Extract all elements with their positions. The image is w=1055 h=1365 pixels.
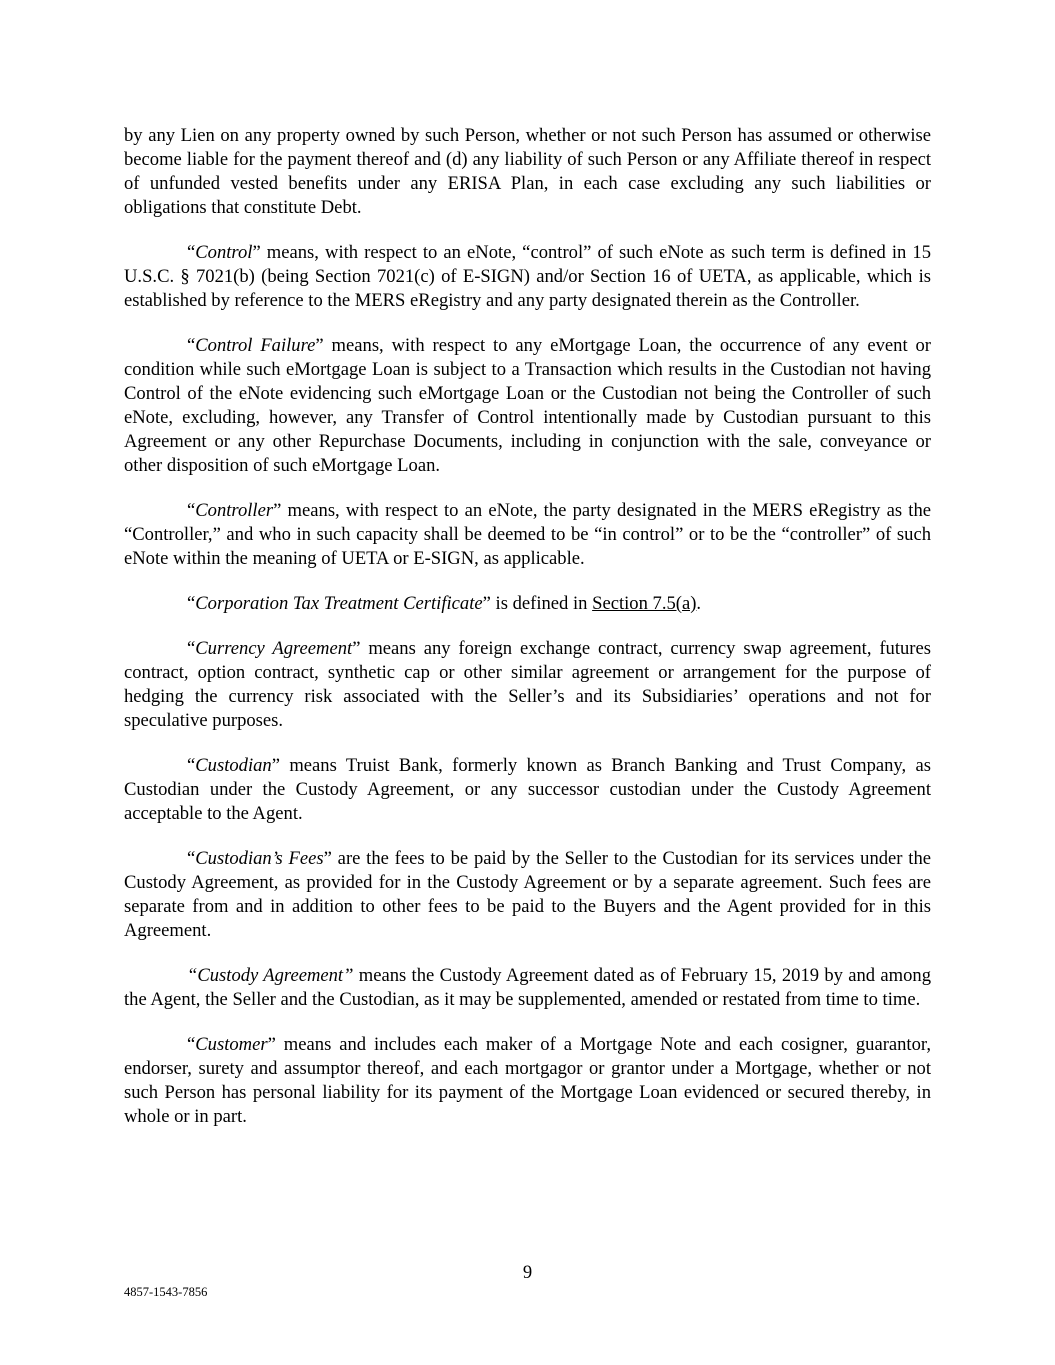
- close-quote: ”: [271, 755, 280, 776]
- definition-text: are the fees to be paid by the Seller to the Custodian for its services under the Custody Agreement, as provided for in the Custody Agreement or by a separate agreement. Such fees are separate from and in addition to other fees to be paid to the Buyers and the Agent provided for in this Agreement.: [124, 848, 931, 941]
- close-quote: ”: [323, 848, 332, 869]
- paragraph-text: by any Lien on any property owned by such Person, whether or not such Person has assumed or otherwise become liable for the payment thereof and (d) any liability of such Person or any Affiliate thereof in respect of unfunded vested benefits under any ERISA Plan, in each case excluding any such liabilities or obligations that constitute Debt.: [124, 125, 931, 218]
- open-quote: “: [187, 242, 196, 263]
- document-body: [124, 124, 931, 1150]
- definition-currency-agreement: [124, 637, 931, 733]
- open-quote: “: [187, 755, 196, 776]
- definition-customer: [124, 1033, 931, 1129]
- sentence-end: .: [696, 593, 702, 614]
- definition-text: is defined in: [490, 593, 593, 614]
- defined-term: Custodian: [195, 755, 272, 776]
- paragraph-debt-continuation: [124, 124, 931, 220]
- page-number: 9: [522, 1262, 533, 1283]
- defined-term: “Custody Agreement”: [187, 965, 354, 986]
- definition-text: means any foreign exchange contract, currency swap agreement, futures contract, option contract, synthetic cap or other similar agreement or arrangement for the purpose of hedging the currency risk associated with the Seller’s and its Subsidiaries’ operations and not for speculative purposes.: [124, 638, 931, 731]
- open-quote: “: [187, 335, 196, 356]
- defined-term: Corporation Tax Treatment Certificate: [195, 593, 483, 614]
- definition-control-failure: [124, 334, 931, 478]
- close-quote: ”: [273, 500, 282, 521]
- close-quote: ”: [267, 1034, 276, 1055]
- definition-custodian: [124, 754, 931, 826]
- document-id: 4857-1543-7856: [124, 1285, 208, 1299]
- open-quote: “: [187, 638, 196, 659]
- section-cross-reference: Section 7.5(a): [592, 593, 697, 614]
- open-quote: “: [187, 593, 196, 614]
- open-quote: “: [187, 1034, 196, 1055]
- close-quote: ”: [352, 638, 361, 659]
- definition-control: [124, 241, 931, 313]
- definition-text: means, with respect to an eNote, “control” of such eNote as such term is defined in 15 U.S.C. § 7021(b) (being Section 7021(c) of E-SIGN) and/or Section 16 of UETA, as applicable, which is established by reference to the MERS eRegistry and any party designated therein as the Controller.: [124, 242, 931, 311]
- open-quote: “: [187, 848, 196, 869]
- defined-term: Customer: [195, 1034, 268, 1055]
- defined-term: Custodian’s Fees: [195, 848, 324, 869]
- definition-custody-agreement: [124, 964, 931, 1012]
- open-quote: “: [187, 500, 196, 521]
- definition-text: means Truist Bank, formerly known as Branch Banking and Trust Company, as Custodian under the Custody Agreement, or any successor custodian under the Custody Agreement acceptable to the Agent.: [124, 755, 931, 824]
- defined-term: Controller: [195, 500, 274, 521]
- close-quote: ”: [315, 335, 324, 356]
- definition-corporation-tax-treatment-certificate: [124, 592, 931, 616]
- defined-term: Currency Agreement: [195, 638, 353, 659]
- definition-text: means and includes each maker of a Mortgage Note and each cosigner, guarantor, endorser, surety and assumptor thereof, and each mortgagor or grantor under a Mortgage, whether or not such Person has personal liability for its payment of the Mortgage Loan evidenced or secured thereby, in whole or in part.: [124, 1034, 931, 1127]
- definition-text: means the Custody Agreement dated as of February 15, 2019 by and among the Agent, the Seller and the Custodian, as it may be supplemented, amended or restated from time to time.: [124, 965, 931, 1010]
- defined-term: Control Failure: [195, 335, 316, 356]
- definition-text: means, with respect to an eNote, the party designated in the MERS eRegistry as the “Controller,” and who in such capacity shall be deemed to be “in control” or to be the “controller” of such eNote within the meaning of UETA or E-SIGN, as applicable.: [124, 500, 931, 569]
- close-quote: ”: [482, 593, 491, 614]
- definition-custodians-fees: [124, 847, 931, 943]
- definition-text: means, with respect to any eMortgage Loan, the occurrence of any event or condition while such eMortgage Loan is subject to a Transaction which results in the Custodian not having Control of the eNote evidencing such eMortgage Loan or the Custodian not being the Controller of such eNote, excluding, however, any Transfer of Control intentionally made by Custodian pursuant to this Agreement or any other Repurchase Documents, including in conjunction with the sale, conveyance or other disposition of such eMortgage Loan.: [124, 335, 931, 476]
- defined-term: Control: [195, 242, 253, 263]
- close-quote: ”: [252, 242, 261, 263]
- definition-controller: [124, 499, 931, 571]
